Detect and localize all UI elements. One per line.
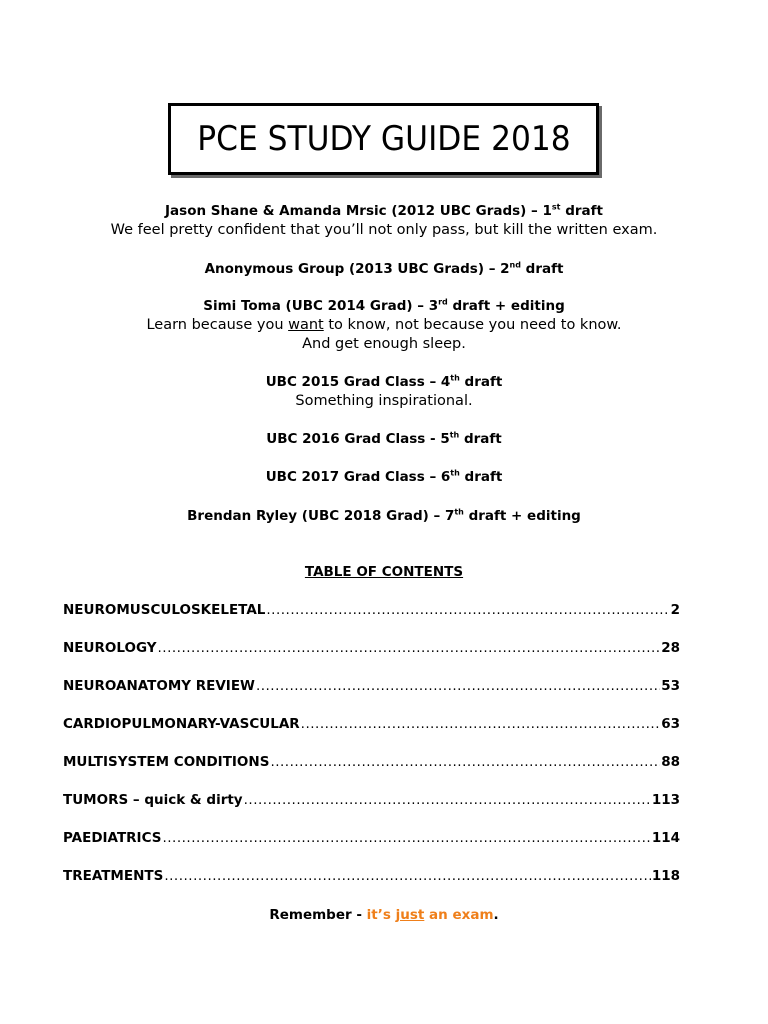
toc-entry-label: CARDIOPULMONARY-VASCULAR [63, 716, 300, 732]
credit-sup-2: nd [509, 260, 521, 270]
toc-entry-page: 53 [661, 678, 680, 694]
document-title: PCE STUDY GUIDE 2018 [196, 119, 571, 159]
credit-note-4: Something inspirational. [295, 393, 473, 409]
credit-name-6: UBC 2017 Grad Class – 6 [265, 469, 451, 485]
credit-note-3b: And get enough sleep. [302, 336, 466, 352]
credit-note-3a-underlined: want [288, 317, 324, 333]
credit-line-7 [0, 507, 768, 526]
credit-name-2: Anonymous Group (2013 UBC Grads) – 2 [204, 261, 510, 277]
toc-leader-dots [162, 830, 650, 846]
toc-entry-page: 28 [661, 640, 680, 656]
toc-entry-page: 114 [651, 830, 680, 846]
toc-entry-label: TREATMENTS [63, 868, 164, 884]
toc-entry[interactable] [63, 830, 680, 849]
toc-entry[interactable] [63, 602, 680, 621]
toc-leader-dots [270, 754, 660, 770]
credit-sup-4: th [450, 373, 460, 383]
toc-heading: TABLE OF CONTENTS [304, 564, 464, 580]
toc-entry-page: 118 [651, 868, 680, 884]
toc-leader-dots [301, 716, 661, 732]
credit-suffix-7: draft + editing [463, 508, 581, 524]
credit-line-5 [0, 430, 768, 449]
credit-name-4: UBC 2015 Grad Class – 4 [265, 374, 451, 390]
credit-suffix-6: draft [459, 469, 503, 485]
footer-accent-underlined: just [395, 907, 425, 923]
credit-name-3: Simi Toma (UBC 2014 Grad) – 3 [203, 298, 439, 314]
toc-entry[interactable] [63, 678, 680, 697]
toc-leader-dots [158, 640, 661, 656]
toc-entry-label: PAEDIATRICS [63, 830, 162, 846]
toc-entry[interactable] [63, 716, 680, 735]
toc-entry-page: 2 [670, 602, 680, 618]
footer-prefix: Remember - [269, 907, 367, 923]
toc-entry-label: TUMORS – quick & dirty [63, 792, 243, 808]
credit-line-1 [0, 202, 768, 221]
credit-sup-1: st [551, 202, 561, 212]
credit-line-4 [0, 373, 768, 392]
toc-entry[interactable] [63, 868, 680, 887]
credit-name-5: UBC 2016 Grad Class - 5 [266, 431, 450, 447]
toc-entry-label: MULTISYSTEM CONDITIONS [63, 754, 270, 770]
credit-name-7: Brendan Ryley (UBC 2018 Grad) – 7 [187, 508, 455, 524]
toc-leader-dots [266, 602, 669, 618]
credit-sup-5: th [449, 430, 460, 440]
toc-entry-label: NEUROMUSCULOSKELETAL [63, 602, 266, 618]
credit-note-3a [0, 316, 768, 335]
toc-entry[interactable] [63, 754, 680, 773]
toc-entry-label: NEUROLOGY [63, 640, 157, 656]
credit-suffix-3: draft + editing [447, 298, 565, 314]
footer-reminder [0, 906, 768, 925]
toc-entry-label: NEUROANATOMY REVIEW [63, 678, 255, 694]
credit-line-3 [0, 297, 768, 316]
credit-sup-6: th [450, 468, 460, 478]
toc-entry[interactable] [63, 792, 680, 811]
toc-entry-page: 88 [661, 754, 680, 770]
toc-leader-dots [164, 868, 650, 884]
footer-accent-2: an exam [424, 907, 494, 923]
credit-suffix-1: draft [560, 203, 603, 219]
credit-line-6 [0, 468, 768, 487]
toc-leader-dots [244, 792, 651, 808]
credit-suffix-2: draft [520, 261, 564, 277]
credit-suffix-5: draft [459, 431, 502, 447]
toc-leader-dots [256, 678, 660, 694]
toc-entry[interactable] [63, 640, 680, 659]
credit-suffix-4: draft [459, 374, 503, 390]
toc-entry-page: 113 [651, 792, 680, 808]
credit-name-1: Jason Shane & Amanda Mrsic (2012 UBC Grads) – 1 [165, 203, 552, 219]
credit-sup-7: th [454, 507, 464, 517]
footer-end: . [493, 907, 499, 923]
credit-sup-3: rd [438, 297, 448, 307]
title-box [168, 103, 599, 175]
toc-entry-page: 63 [661, 716, 680, 732]
credit-note-3a-start: Learn because you [146, 317, 289, 333]
credit-line-2 [0, 260, 768, 279]
credit-note-3a-end: to know, not because you need to know. [323, 317, 622, 333]
footer-accent-1: it’s [366, 907, 396, 923]
credit-note-1: We feel pretty confident that you’ll not only pass, but kill the written exam. [110, 222, 658, 238]
